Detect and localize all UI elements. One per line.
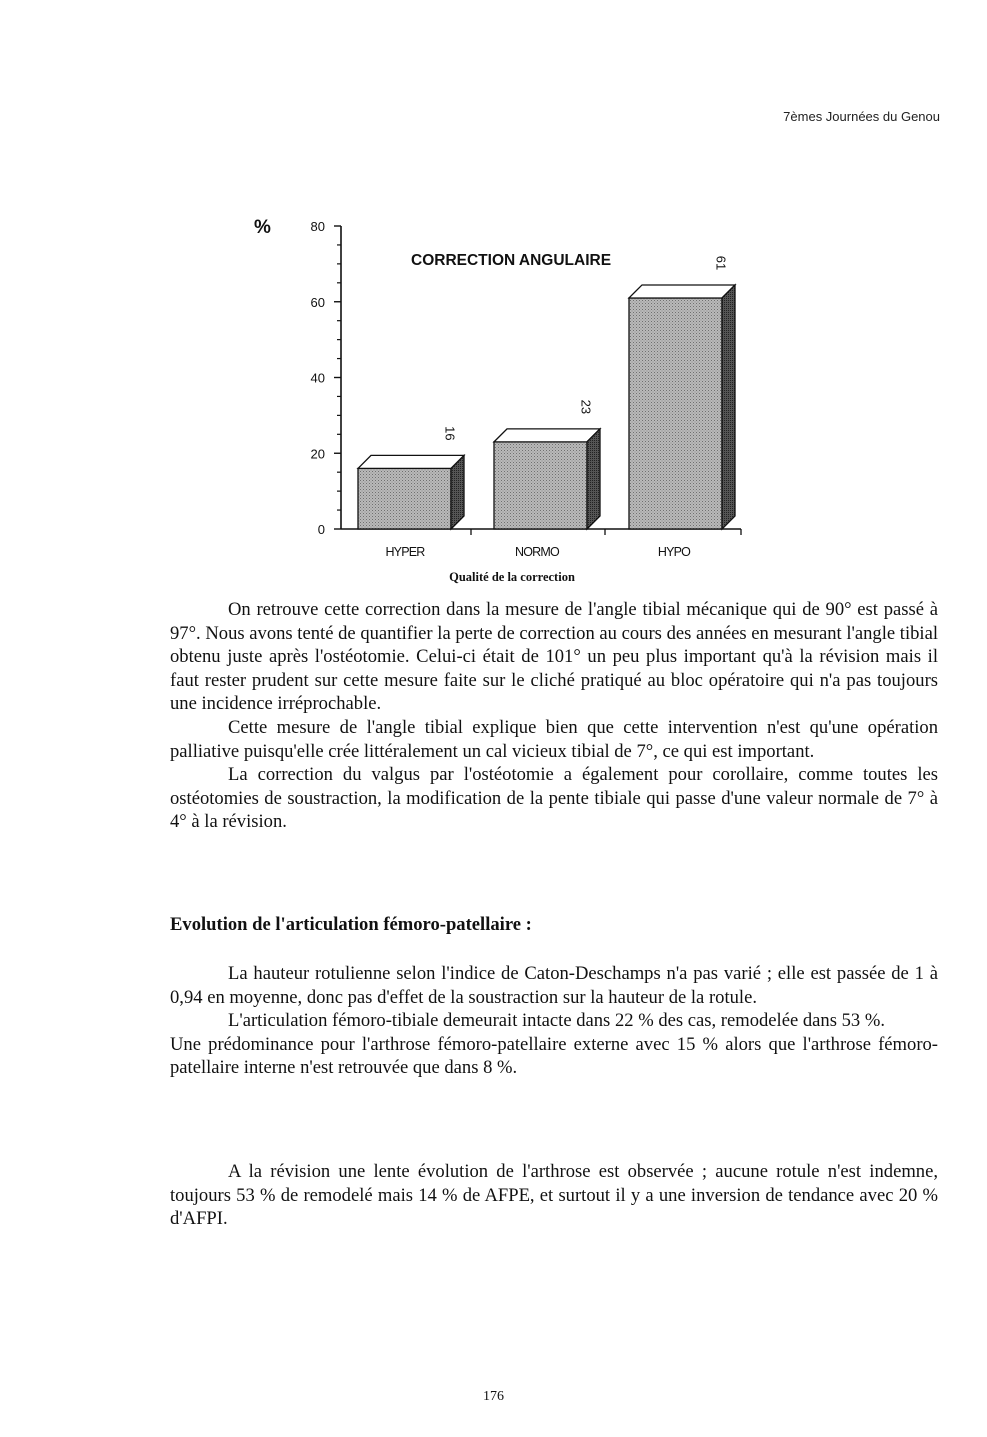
y-tick-label: 40 [310, 370, 325, 386]
bar-top [629, 285, 735, 298]
page-number: 176 [483, 1389, 504, 1404]
bar-front [358, 468, 451, 529]
y-tick-label: 0 [317, 522, 325, 537]
paragraph: Une prédominance pour l'arthrose fémoro-patellaire externe avec 15 % alors que l'arthrose fémoro-patellaire interne n'est retrouvée que dans 8 %. [170, 1033, 938, 1079]
body-section-1 [170, 598, 938, 834]
paragraph: A la révision une lente évolution de l'arthrose est observée ; aucune rotule n'est indemne, toujours 53 % de remodelé mais 14 % de AFPE, et surtout il y a une inversion de tendance avec 20 % d'AFPI. [170, 1161, 938, 1230]
paragraph: L'articulation fémoro-tibiale demeurait intacte dans 22 % des cas, remodelée dans 53 %. [228, 1010, 885, 1032]
bar-side [587, 429, 600, 529]
body-section-2 [170, 962, 938, 1080]
bar-top [494, 429, 600, 442]
chart-unit-label: % [254, 217, 271, 238]
paragraph: Cette mesure de l'angle tibial explique bien que cette intervention n'est qu'une opération palliative puisqu'elle crée littéralement un cal vicieux tibial de 7°, ce qui est important. [170, 716, 938, 762]
bar-value-label: 16 [442, 426, 458, 441]
correction-angulaire-chart [0, 0, 987, 600]
category-label: HYPO [657, 545, 691, 559]
bar-value-label: 23 [578, 399, 594, 415]
chart-title: CORRECTION ANGULAIRE [411, 252, 612, 269]
category-label: NORMO [515, 545, 559, 559]
bar-front [494, 442, 587, 529]
section-heading: Evolution de l'articulation fémoro-patellaire : [170, 914, 532, 935]
bar-side [451, 455, 464, 529]
y-tick-label: 20 [310, 446, 325, 462]
paragraph: La hauteur rotulienne selon l'indice de Caton-Deschamps n'a pas varié ; elle est passée de 1 à 0,94 en moyenne, donc pas d'effet de la soustraction sur la hauteur de la rotule. [170, 963, 938, 1008]
y-tick-label: 80 [310, 219, 325, 234]
y-tick-label: 60 [310, 294, 325, 310]
paragraph: On retrouve cette correction dans la mesure de l'angle tibial mécanique qui de 90° est passé à 97°. Nous avons tenté de quantifier la perte de correction au cours des années en mesurant l'angle tibial obtenu juste après l'ostéotomie. Celui-ci était de 101° un peu plus important qu'à la révision mais il faut rester prudent sur cette mesure faite sur le cliché pratiqué au bloc opératoire qui n'a pas toujours une incidence irréprochable. [170, 599, 938, 715]
bar-top [358, 455, 464, 468]
body-section-3 [170, 1160, 938, 1231]
paragraph: La correction du valgus par l'ostéotomie a également pour corollaire, comme toutes les ostéotomies de soustraction, la modification de la pente tibiale qui passe d'une valeur normale de 7° à 4° à la révision. [170, 764, 938, 833]
bar-side [722, 285, 735, 529]
bar-value-label: 61 [713, 255, 729, 271]
category-label: HYPER [385, 545, 425, 559]
bar-front [629, 298, 722, 529]
running-header: 7èmes Journées du Genou [783, 109, 940, 124]
x-axis-label: Qualité de la correction [449, 570, 575, 584]
